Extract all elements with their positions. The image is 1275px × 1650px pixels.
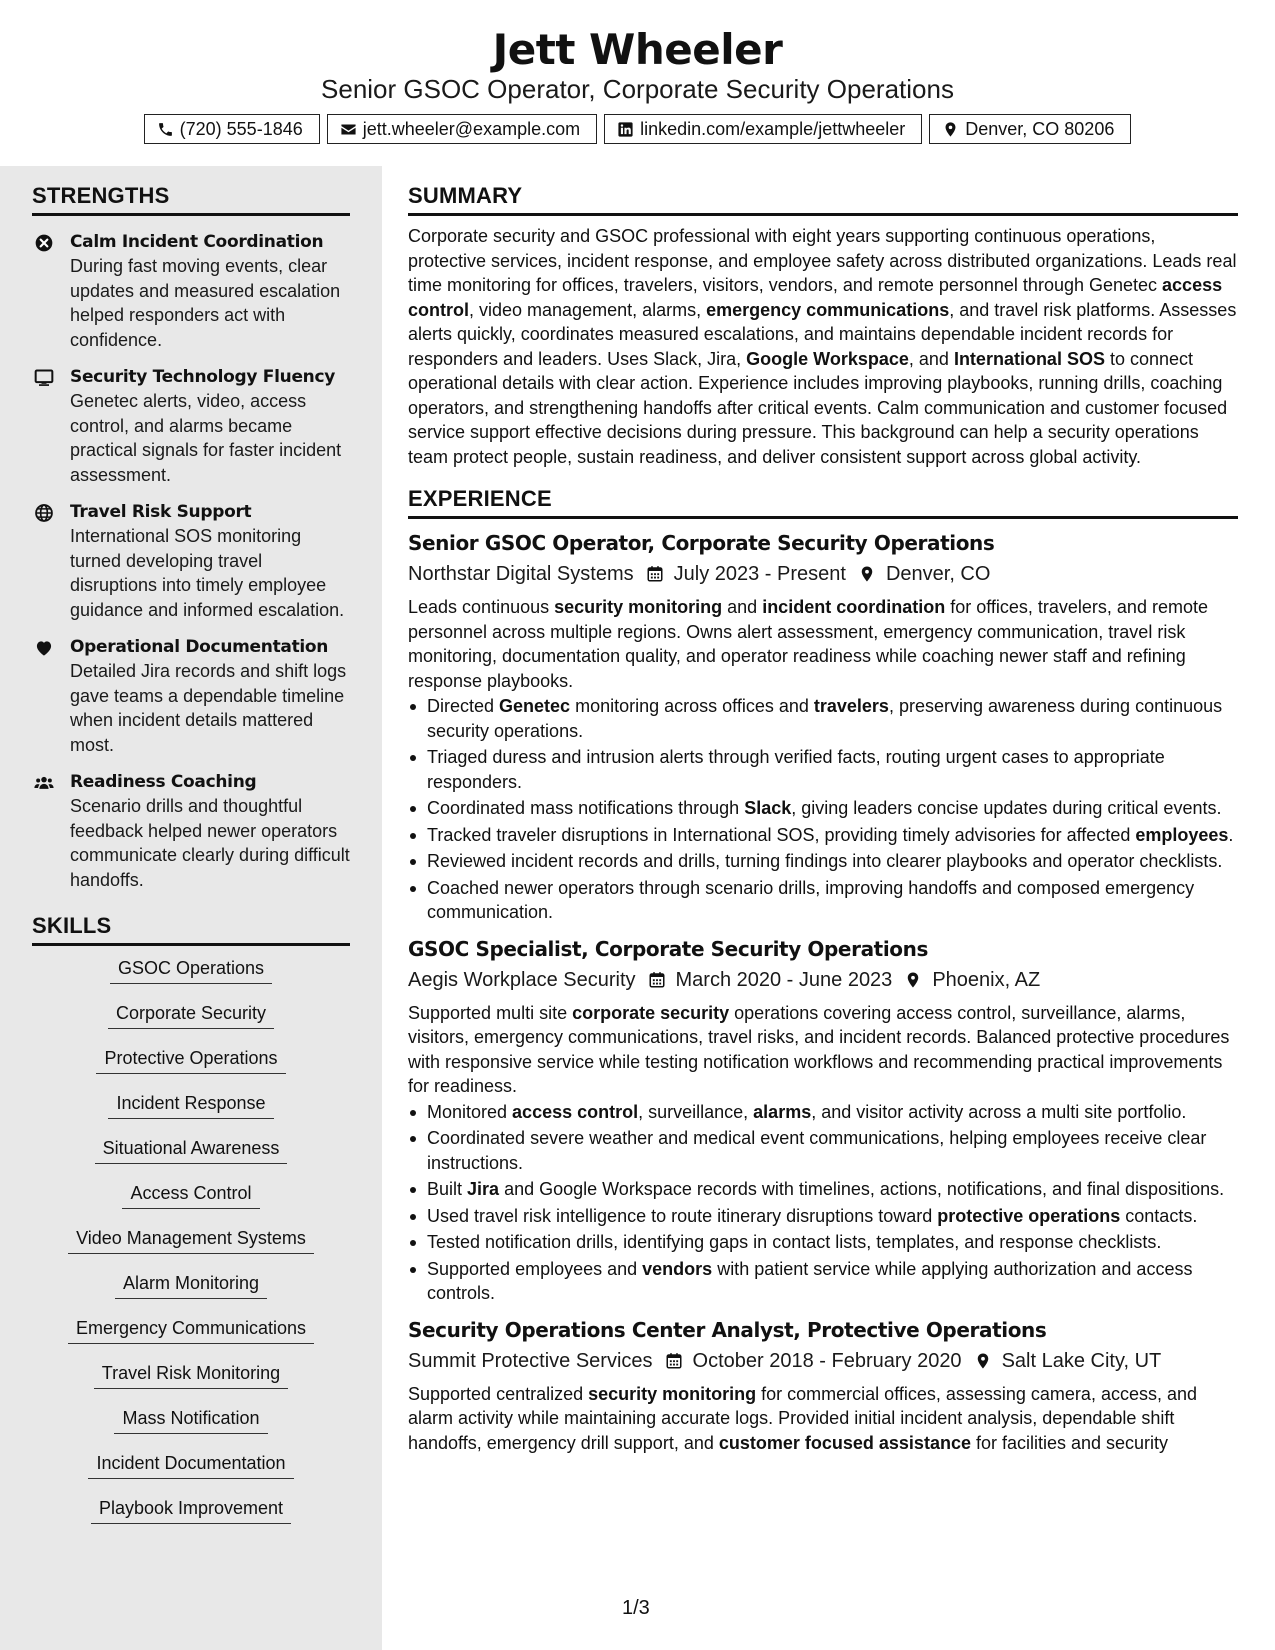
skill-tag: Protective Operations xyxy=(96,1046,285,1074)
bold-keyword: Google Workspace xyxy=(746,348,909,369)
bullet-item xyxy=(408,876,1238,925)
bold-keyword: employees xyxy=(1135,824,1229,845)
text-run: , and travel risk platforms. Assesses alerts quickly, coordinates measured escalations, and maintains dependable incident records for responders and leaders. Uses Slack, Jira, xyxy=(408,299,1237,369)
calendar-icon xyxy=(665,1352,683,1370)
text-run: Triaged duress and intrusion alerts through verified facts, routing urgent cases to appropriate responders. xyxy=(427,747,1165,792)
experience-heading: EXPERIENCE xyxy=(408,485,1238,519)
skill-tag: Travel Risk Monitoring xyxy=(94,1361,288,1389)
skill-tag: Corporate Security xyxy=(108,1001,274,1029)
text-run: Monitored xyxy=(427,1101,513,1122)
page-number: 1/3 xyxy=(622,1597,650,1619)
job-location: Phoenix, AZ xyxy=(932,968,1041,991)
skill-tag: GSOC Operations xyxy=(110,956,272,984)
strength-item xyxy=(32,230,350,352)
skills-heading: SKILLS xyxy=(32,912,350,946)
users-icon xyxy=(34,773,54,793)
text-run: , surveillance, xyxy=(638,1101,754,1122)
job-title: GSOC Specialist, Corporate Security Operations xyxy=(408,936,928,961)
strength-desc: International SOS monitoring turned developing travel disruptions into timely employee guidance and informed escalation. xyxy=(70,526,345,620)
skill-tag: Incident Documentation xyxy=(88,1451,293,1479)
strength-item xyxy=(32,365,350,487)
job-company: Northstar Digital Systems xyxy=(408,563,634,585)
strength-desc: Scenario drills and thoughtful feedback helped newer operators communicate clearly during difficult handoffs. xyxy=(70,796,350,890)
text-run: for offices, travelers, and remote personnel across multiple regions. Owns alert assessment, emergency communication, travel risk monitoring, documentation quality, and operator readiness while coaching newer staff and refining response playbooks. xyxy=(408,597,1208,691)
bullet-item xyxy=(408,1204,1238,1229)
text-run: and xyxy=(722,597,763,617)
text-run: for facilities and security xyxy=(970,1432,1169,1453)
bold-keyword: customer focused assistance xyxy=(718,1432,971,1453)
job-entry xyxy=(408,1316,1238,1456)
bullet-item xyxy=(408,694,1238,743)
job-description xyxy=(408,1001,1238,1099)
skill-tag: Video Management Systems xyxy=(68,1226,314,1254)
bullet-item xyxy=(408,745,1238,794)
bold-keyword: Genetec xyxy=(499,696,571,716)
candidate-name: Jett Wheeler xyxy=(492,25,783,74)
bullet-item xyxy=(408,1257,1238,1306)
strength-desc: Detailed Jira records and shift logs gave teams a dependable timeline when incident details mattered most. xyxy=(70,661,347,755)
strength-title: Calm Incident Coordination xyxy=(70,232,324,252)
job-bullets xyxy=(408,1100,1238,1306)
contact-phone[interactable] xyxy=(144,114,320,144)
contact-linkedin-text: linkedin.com/example/jettwheeler xyxy=(640,119,906,139)
map-pin-icon xyxy=(858,565,876,583)
phone-icon xyxy=(157,121,174,138)
main-content xyxy=(408,166,1238,1455)
text-run: for commercial offices, assessing camera, access, and alarm activity while maintaining accurate logs. Provided initial incident analysis, dependable shift handoffs, emergency drill support, and xyxy=(408,1383,1197,1453)
heart-icon xyxy=(34,638,54,658)
resume-header xyxy=(0,0,1275,165)
summary-heading: SUMMARY xyxy=(408,182,1238,216)
text-run: and Google Workspace records with timelines, actions, notifications, and final dispositions. xyxy=(499,1179,1225,1199)
bold-keyword: International SOS xyxy=(953,348,1105,369)
bold-keyword: alarms xyxy=(753,1101,812,1122)
job-meta xyxy=(408,559,1238,589)
monitor-icon xyxy=(34,368,54,388)
strength-title: Travel Risk Support xyxy=(70,502,252,522)
job-dates: October 2018 - February 2020 xyxy=(692,1349,962,1372)
job-description xyxy=(408,1382,1238,1456)
text-run: Reviewed incident records and drills, turning findings into clearer playbooks and operator checklists. xyxy=(427,851,1223,871)
bullet-item xyxy=(408,1230,1238,1255)
job-company: Aegis Workplace Security xyxy=(408,968,636,991)
bold-keyword: travelers xyxy=(813,696,889,716)
job-bullets xyxy=(408,694,1238,925)
text-run: Coordinated severe weather and medical event communications, helping employees receive clear instructions. xyxy=(427,1128,1207,1173)
bold-keyword: security monitoring xyxy=(588,1383,757,1404)
bold-keyword: security monitoring xyxy=(554,597,723,617)
text-run: Coached newer operators through scenario drills, improving handoffs and composed emergency communication. xyxy=(427,877,1195,922)
bullet-item xyxy=(408,1126,1238,1175)
summary-text xyxy=(408,224,1238,469)
text-run: Directed xyxy=(427,696,500,716)
bold-keyword: emergency communications xyxy=(706,299,950,320)
strength-item xyxy=(32,500,350,622)
contact-location-text: Denver, CO 80206 xyxy=(965,119,1115,139)
job-company: Summit Protective Services xyxy=(408,1349,653,1372)
skill-tag: Playbook Improvement xyxy=(91,1496,291,1524)
job-meta xyxy=(408,965,1238,995)
text-run: Supported multi site xyxy=(408,1002,573,1023)
strength-title: Security Technology Fluency xyxy=(70,367,336,387)
envelope-icon xyxy=(340,121,357,138)
contact-email-text: jett.wheeler@example.com xyxy=(362,119,581,139)
skill-tag: Alarm Monitoring xyxy=(115,1271,267,1299)
skill-tag: Access Control xyxy=(122,1181,259,1209)
job-dates: July 2023 - Present xyxy=(673,563,846,585)
job-description xyxy=(408,595,1238,693)
map-pin-icon xyxy=(904,971,922,989)
text-run: , giving leaders concise updates during critical events. xyxy=(791,798,1222,818)
bullet-item xyxy=(408,849,1238,874)
text-run: to connect operational details with clear action. Experience includes improving playbooks, running drills, coaching operators, and strengthening handoffs after critical events. Calm communication and customer focused service support effective decisions during pressure. This background can help a security operations team protect people, sustain readiness, and deliver consistent support across global activity. xyxy=(408,348,1228,467)
calendar-icon xyxy=(646,565,664,583)
job-entry xyxy=(408,935,1238,1306)
skills-list xyxy=(32,956,350,1541)
text-run: Supported centralized xyxy=(408,1383,589,1404)
strengths-list xyxy=(32,230,350,892)
text-run: Leads continuous xyxy=(408,597,555,617)
strength-desc: During fast moving events, clear updates and measured escalation helped responders act with confidence. xyxy=(70,256,341,350)
bold-keyword: access control xyxy=(408,275,1223,320)
no-entry-icon xyxy=(34,233,54,253)
text-run: , and xyxy=(908,348,954,369)
contact-email[interactable] xyxy=(327,114,597,144)
skill-tag: Incident Response xyxy=(108,1091,273,1119)
skill-tag: Mass Notification xyxy=(114,1406,267,1434)
job-entry xyxy=(408,529,1238,925)
text-run: monitoring across offices and xyxy=(570,696,814,716)
bullet-item xyxy=(408,1100,1238,1125)
strength-title: Operational Documentation xyxy=(70,637,329,657)
bullet-item xyxy=(408,796,1238,821)
bold-keyword: access control xyxy=(512,1101,639,1122)
bullet-item xyxy=(408,823,1238,848)
linkedin-icon xyxy=(617,121,634,138)
calendar-icon xyxy=(648,971,666,989)
skill-tag: Emergency Communications xyxy=(68,1316,314,1344)
text-run: Tested notification drills, identifying gaps in contact lists, templates, and response checklists. xyxy=(427,1232,1162,1252)
strengths-heading: STRENGTHS xyxy=(32,182,350,216)
contact-bar xyxy=(0,114,1275,144)
text-run: , video management, alarms, xyxy=(469,299,707,320)
contact-linkedin[interactable] xyxy=(604,114,922,144)
job-dates: March 2020 - June 2023 xyxy=(675,968,893,991)
job-location: Salt Lake City, UT xyxy=(1001,1349,1162,1372)
text-run: . xyxy=(1228,824,1234,845)
text-run: contacts. xyxy=(1120,1205,1198,1226)
sidebar xyxy=(0,166,382,1650)
bold-keyword: Jira xyxy=(467,1179,500,1199)
job-title: Senior GSOC Operator, Corporate Security Operations xyxy=(408,531,995,555)
map-pin-icon xyxy=(942,121,959,138)
job-meta xyxy=(408,1346,1238,1376)
text-run: operations covering access control, surveillance, alarms, visitors, emergency communications, travel risks, and incident records. Balanced protective procedures with responsive service while testing notification workflows and recommending practical improvements for readiness. xyxy=(408,1002,1230,1096)
job-location: Denver, CO xyxy=(885,563,991,585)
strength-title: Readiness Coaching xyxy=(70,772,257,792)
bold-keyword: protective operations xyxy=(937,1205,1121,1226)
bold-keyword: corporate security xyxy=(572,1002,730,1023)
bold-keyword: Slack xyxy=(744,798,792,818)
text-run: Built xyxy=(427,1179,468,1199)
bold-keyword: vendors xyxy=(642,1258,713,1279)
bullet-item xyxy=(408,1177,1238,1202)
text-run: with patient service while applying authorization and access controls. xyxy=(427,1258,1193,1303)
text-run: Supported employees and xyxy=(427,1258,643,1279)
text-run: Tracked traveler disruptions in International SOS, providing timely advisories for affected xyxy=(427,824,1136,845)
text-run: Coordinated mass notifications through xyxy=(427,798,745,818)
map-pin-icon xyxy=(974,1352,992,1370)
strength-item xyxy=(32,770,350,892)
text-run: Used travel risk intelligence to route itinerary disruptions toward xyxy=(427,1205,938,1226)
globe-icon xyxy=(34,503,54,523)
text-run: , preserving awareness during continuous security operations. xyxy=(427,696,1223,741)
text-run: Corporate security and GSOC professional with eight years supporting continuous operations, protective services, incident response, and employee safety across distributed organizations. Leads real time monitoring for offices, travelers, visitors, vendors, and remote personnel through Genetec xyxy=(408,226,1237,295)
bold-keyword: incident coordination xyxy=(762,597,946,617)
text-run: , and visitor activity across a multi site portfolio. xyxy=(811,1101,1187,1122)
job-title: Security Operations Center Analyst, Protective Operations xyxy=(408,1317,1047,1342)
strength-item xyxy=(32,635,350,757)
skill-tag: Situational Awareness xyxy=(95,1136,288,1164)
contact-location xyxy=(929,114,1131,144)
contact-phone-text: (720) 555-1846 xyxy=(179,119,303,139)
candidate-title: Senior GSOC Operator, Corporate Security Operations xyxy=(321,74,954,104)
strength-desc: Genetec alerts, video, access control, and alarms became practical signals for faster incident assessment. xyxy=(70,391,342,485)
